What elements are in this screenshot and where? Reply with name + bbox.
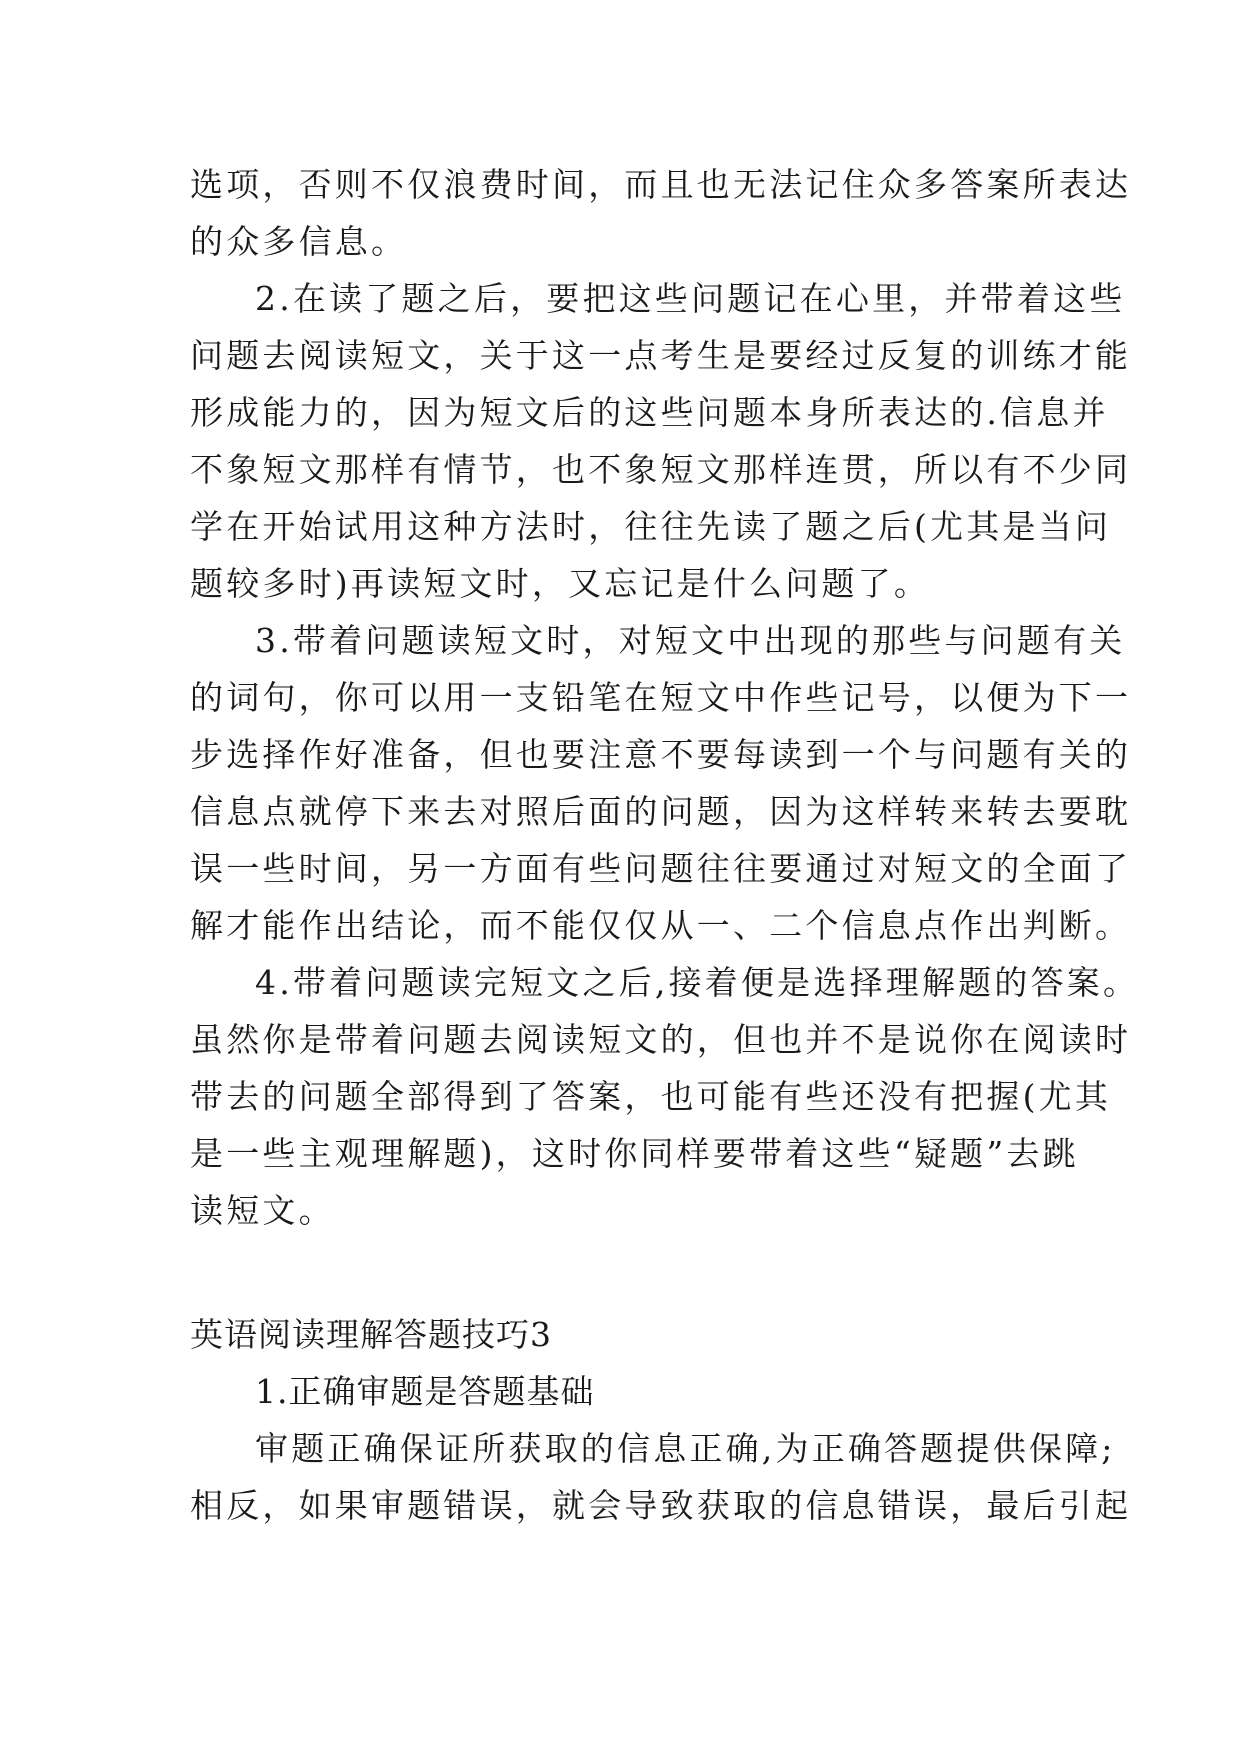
paragraph-line: 学在开始试用这种方法时，往往先读了题之后(尤其是当问 xyxy=(190,507,1112,546)
subsection-heading: 1.正确审题是答题基础 xyxy=(255,1372,595,1411)
paragraph-line: 是一些主观理解题)，这时你同样要带着这些“疑题”去跳 xyxy=(190,1134,1079,1173)
paragraph-line: 带去的问题全部得到了答案，也可能有些还没有把握(尤其 xyxy=(190,1077,1112,1116)
paragraph-line: 的众多信息。 xyxy=(190,222,408,261)
paragraph-line: 3.带着问题读短文时，对短文中出现的那些与问题有关 xyxy=(255,621,1126,660)
paragraph-line: 问题去阅读短文，关于这一点考生是要经过反复的训练才能 xyxy=(190,336,1132,375)
section-heading: 英语阅读理解答题技巧3 xyxy=(190,1315,552,1354)
paragraph-line: 不象短文那样有情节，也不象短文那样连贯，所以有不少同 xyxy=(190,450,1132,489)
paragraph-line: 4.带着问题读完短文之后,接着便是选择理解题的答案。 xyxy=(255,963,1140,1002)
paragraph-line: 步选择作好准备，但也要注意不要每读到一个与问题有关的 xyxy=(190,735,1132,774)
paragraph-line: 虽然你是带着问题去阅读短文的，但也并不是说你在阅读时 xyxy=(190,1020,1132,1059)
paragraph-line: 解才能作出结论，而不能仅仅从一、二个信息点作出判断。 xyxy=(190,906,1132,945)
paragraph-line: 信息点就停下来去对照后面的问题，因为这样转来转去要耽 xyxy=(190,792,1132,831)
paragraph-line: 误一些时间，另一方面有些问题往往要通过对短文的全面了 xyxy=(190,849,1132,888)
paragraph-line: 读短文。 xyxy=(190,1191,335,1230)
paragraph-line: 形成能力的，因为短文后的这些问题本身所表达的.信息并 xyxy=(190,393,1109,432)
paragraph-line: 2.在读了题之后，要把这些问题记在心里，并带着这些 xyxy=(255,279,1126,318)
paragraph-line: 审题正确保证所获取的信息正确,为正确答题提供保障; xyxy=(255,1429,1116,1468)
paragraph-line: 相反，如果审题错误，就会导致获取的信息错误，最后引起 xyxy=(190,1486,1132,1525)
paragraph-line: 的词句，你可以用一支铅笔在短文中作些记号，以便为下一 xyxy=(190,678,1132,717)
paragraph-line: 选项，否则不仅浪费时间，而且也无法记住众多答案所表达 xyxy=(190,165,1132,204)
paragraph-line: 题较多时)再读短文时，又忘记是什么问题了。 xyxy=(190,564,931,603)
